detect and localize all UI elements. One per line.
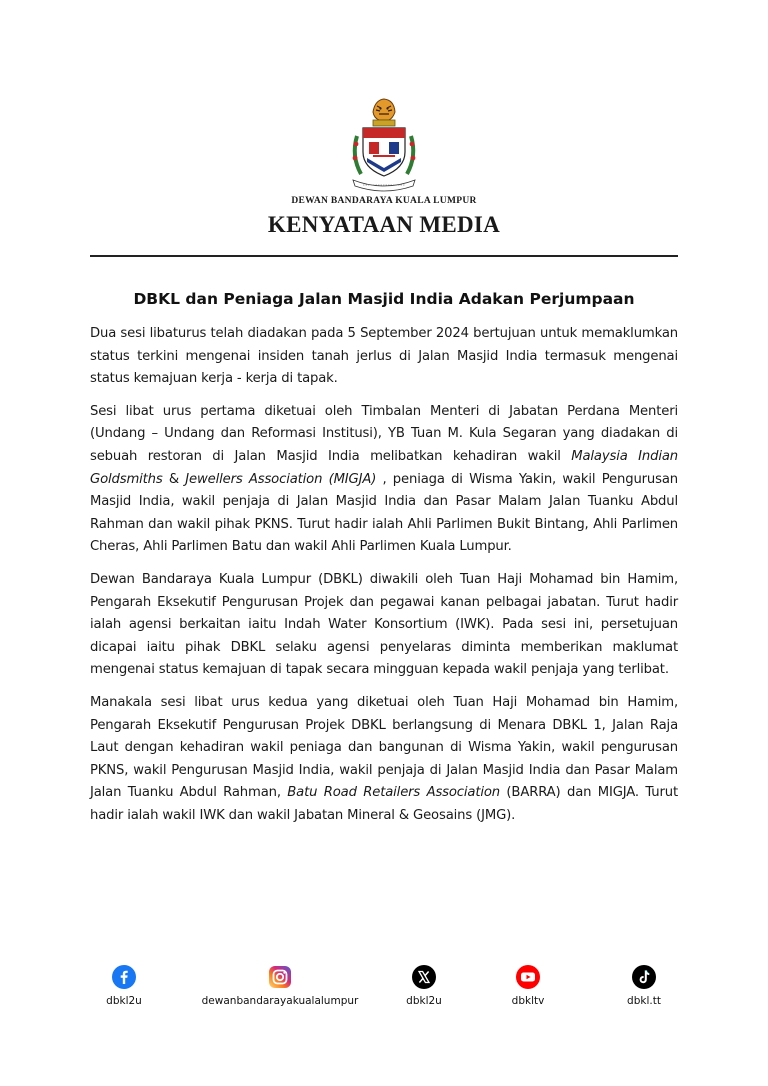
header-divider [90, 255, 678, 257]
paragraph-4-text-d: dan MIGJA. Turut hadir ialah wakil IWK dan wakil Jabatan Mineral & Geosains (JMG). [90, 785, 678, 823]
dbkl-coat-of-arms-icon [343, 96, 425, 196]
paragraph-2-italic-org-b: Jewellers Association (MIGJA) [185, 471, 377, 487]
youtube-icon [516, 965, 540, 989]
paragraph-1: Dua sesi libaturus telah diadakan pada 5 September 2024 bertujuan untuk memaklumkan status terkini mengenai insiden tanah jerlus di Jalan Masjid India termasuk mengenai status kemajuan kerja - kerja di tapak. [90, 326, 678, 387]
paragraph-3: Dewan Bandaraya Kuala Lumpur (DBKL) diwakili oleh Tuan Haji Mohamad bin Hamim, Pengarah Eksekutif Pengurusan Projek dan pegawai kanan pelbagai jabatan. Turut hadir ialah agensi berkaitan iaitu Indah Water Konsortium (IWK). Pada sesi ini, persetujuan dicapai iaitu pihak DBKL selaku agensi penyelaras diminta memberikan maklumat mengenai status kemajuan di tapak secara mingguan kepada wakil penjaja yang terlibat. [90, 571, 678, 678]
paragraph-2-ampersand: & [162, 471, 186, 487]
social-tiktok[interactable] [616, 965, 672, 1015]
instagram-handle: dewanbandarayakualalumpur [201, 995, 359, 1007]
paragraph-4-text-a: Manakala sesi libat urus kedua yang diketuai oleh Tuan Haji Mohamad bin Hamim, Pengarah Eksekutif Pengurusan Projek DBKL berlangsung di Menara DBKL 1, Jalan Raja Laut dengan kehadiran wakil peniaga dan bangunan di Wisma Yakin, wakil pengurusan PKNS, wakil Pengurusan Masjid India, wakil penjaja di Jalan Masjid India dan Pasar Malam Jalan Tuanku Abdul Rahman, [90, 694, 678, 801]
press-release-body [90, 323, 678, 837]
press-release-headline: DBKL dan Peniaga Jalan Masjid India Adakan Perjumpaan [133, 290, 635, 308]
paragraph-4-italic-org: Batu Road Retailers Association [287, 785, 501, 801]
social-x[interactable] [396, 965, 452, 1015]
paragraph-2-text-a: Sesi libat urus pertama diketuai oleh Timbalan Menteri di Jabatan Perdana Menteri (Undang – Undang dan Reformasi Institusi), YB Tuan M. Kula Segaran yang diadakan di sebuah restoran di Jalan Masjid India melibatkan kehadiran wakil [90, 403, 678, 464]
paragraph-4-text-c: (BARRA) [500, 785, 561, 801]
social-youtube[interactable] [500, 965, 556, 1015]
organization-name: DEWAN BANDARAYA KUALA LUMPUR [291, 196, 477, 206]
x-icon [412, 965, 436, 989]
instagram-icon [268, 965, 292, 989]
facebook-handle: dbkl2u [106, 995, 142, 1007]
paragraph-2-italic-org-a: Malaysia Indian Goldsmiths [90, 448, 678, 487]
social-facebook[interactable] [96, 965, 152, 1015]
paragraph-4 [90, 692, 678, 828]
document-type-title: KENYATAAN MEDIA [267, 212, 501, 237]
facebook-icon [112, 965, 136, 989]
youtube-handle: dbkltv [511, 995, 545, 1007]
tiktok-handle: dbkl.tt [627, 995, 661, 1007]
paragraph-2-text-e: , peniaga di Wisma Yakin, wakil Pengurusan Masjid India, wakil penjaja di Jalan Masjid India dan Pasar Malam Jalan Tuanku Abdul Rahman dan wakil pihak PKNS. Turut hadir ialah Ahli Parlimen Bukit Bintang, Ahli Parlimen Cheras, Ahli Parlimen Batu dan wakil Ahli Parlimen Kuala Lumpur. [90, 471, 678, 555]
paragraph-2 [90, 401, 678, 559]
social-instagram[interactable] [200, 965, 360, 1015]
tiktok-icon [632, 965, 656, 989]
x-handle: dbkl2u [406, 995, 442, 1007]
